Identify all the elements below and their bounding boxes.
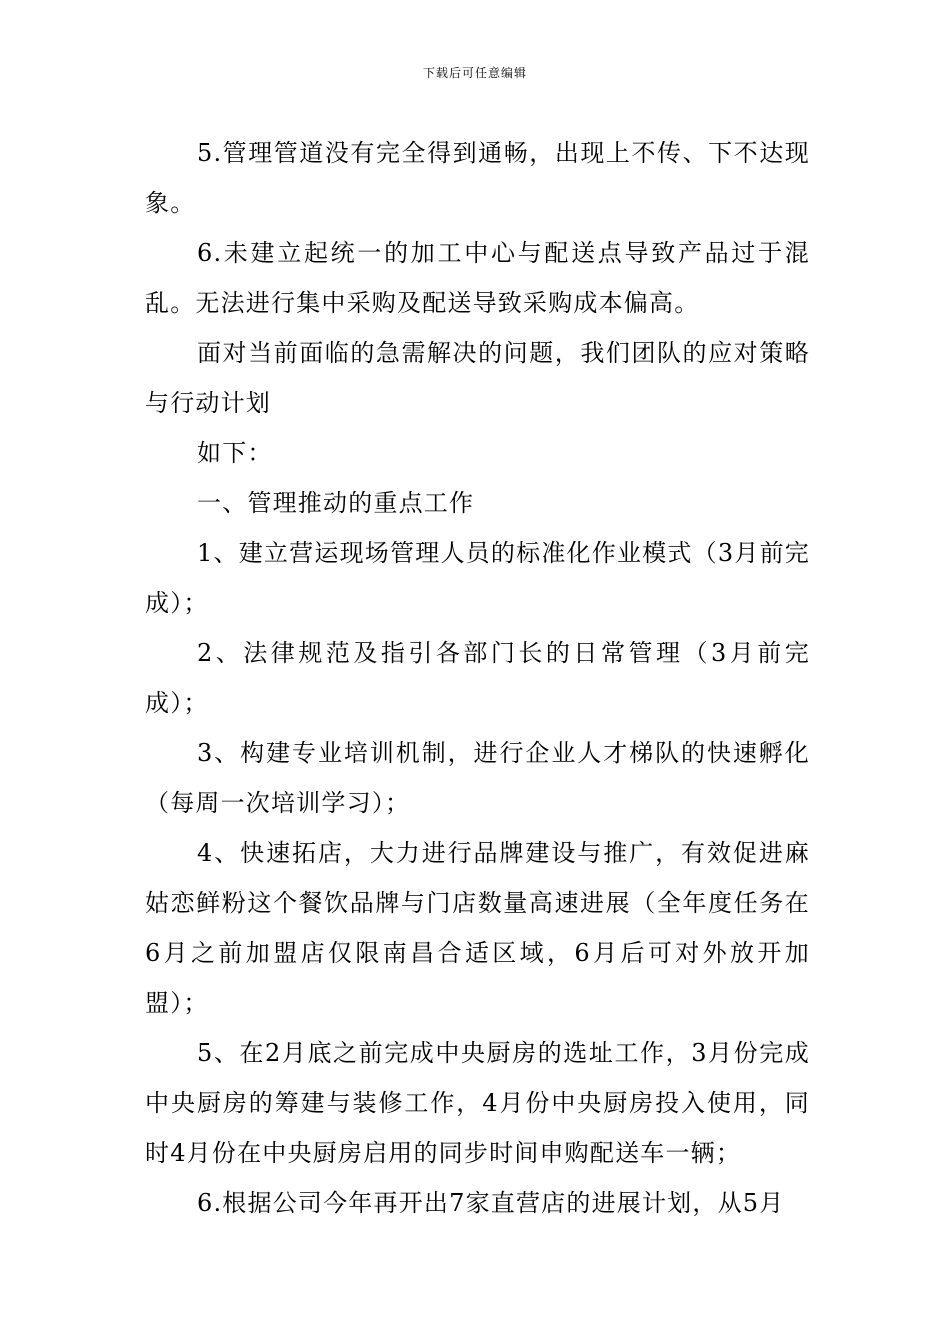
document-body [145,128,810,1228]
section-heading: 一、管理推动的重点工作 [197,489,475,517]
list-item-3: 3、构建专业培训机制，进行企业人才梯队的快速孵化（每周一次培训学习）； [145,739,810,817]
list-item-4: 4、快速拓店，大力进行品牌建设与推广，有效促进麻姑恋鲜粉这个餐饮品牌与门店数量高速进展（全年度任务在6月之前加盟店仅限南昌合适区域，6月后可对外放开加盟）； [145,839,810,1017]
list-item-6: 6.根据公司今年再开出7家直营店的进展计划，从5月 [197,1189,785,1217]
paragraph-1: 5.管理管道没有完全得到通畅，出现上不传、下不达现象。 [145,139,810,217]
list-item-5: 5、在2月底之前完成中央厨房的选址工作，3月份完成中央厨房的筹建与装修工作，4月份中央厨房投入使用，同时4月份在中央厨房启用的同步时间申购配送车一辆； [145,1039,810,1167]
paragraph-2: 6.未建立起统一的加工中心与配送点导致产品过于混乱。无法进行集中采购及配送导致采购成本偏高。 [145,239,810,317]
paragraph-3: 面对当前面临的急需解决的问题，我们团队的应对策略与行动计划 [145,339,810,417]
list-item-1: 1、建立营运现场管理人员的标准化作业模式（3月前完成）； [145,539,810,617]
page-header: 下载后可任意编辑 [422,66,527,80]
list-item-2: 2、法律规范及指引各部门长的日常管理（3月前完成）； [145,639,810,717]
paragraph-4: 如下： [197,439,273,467]
